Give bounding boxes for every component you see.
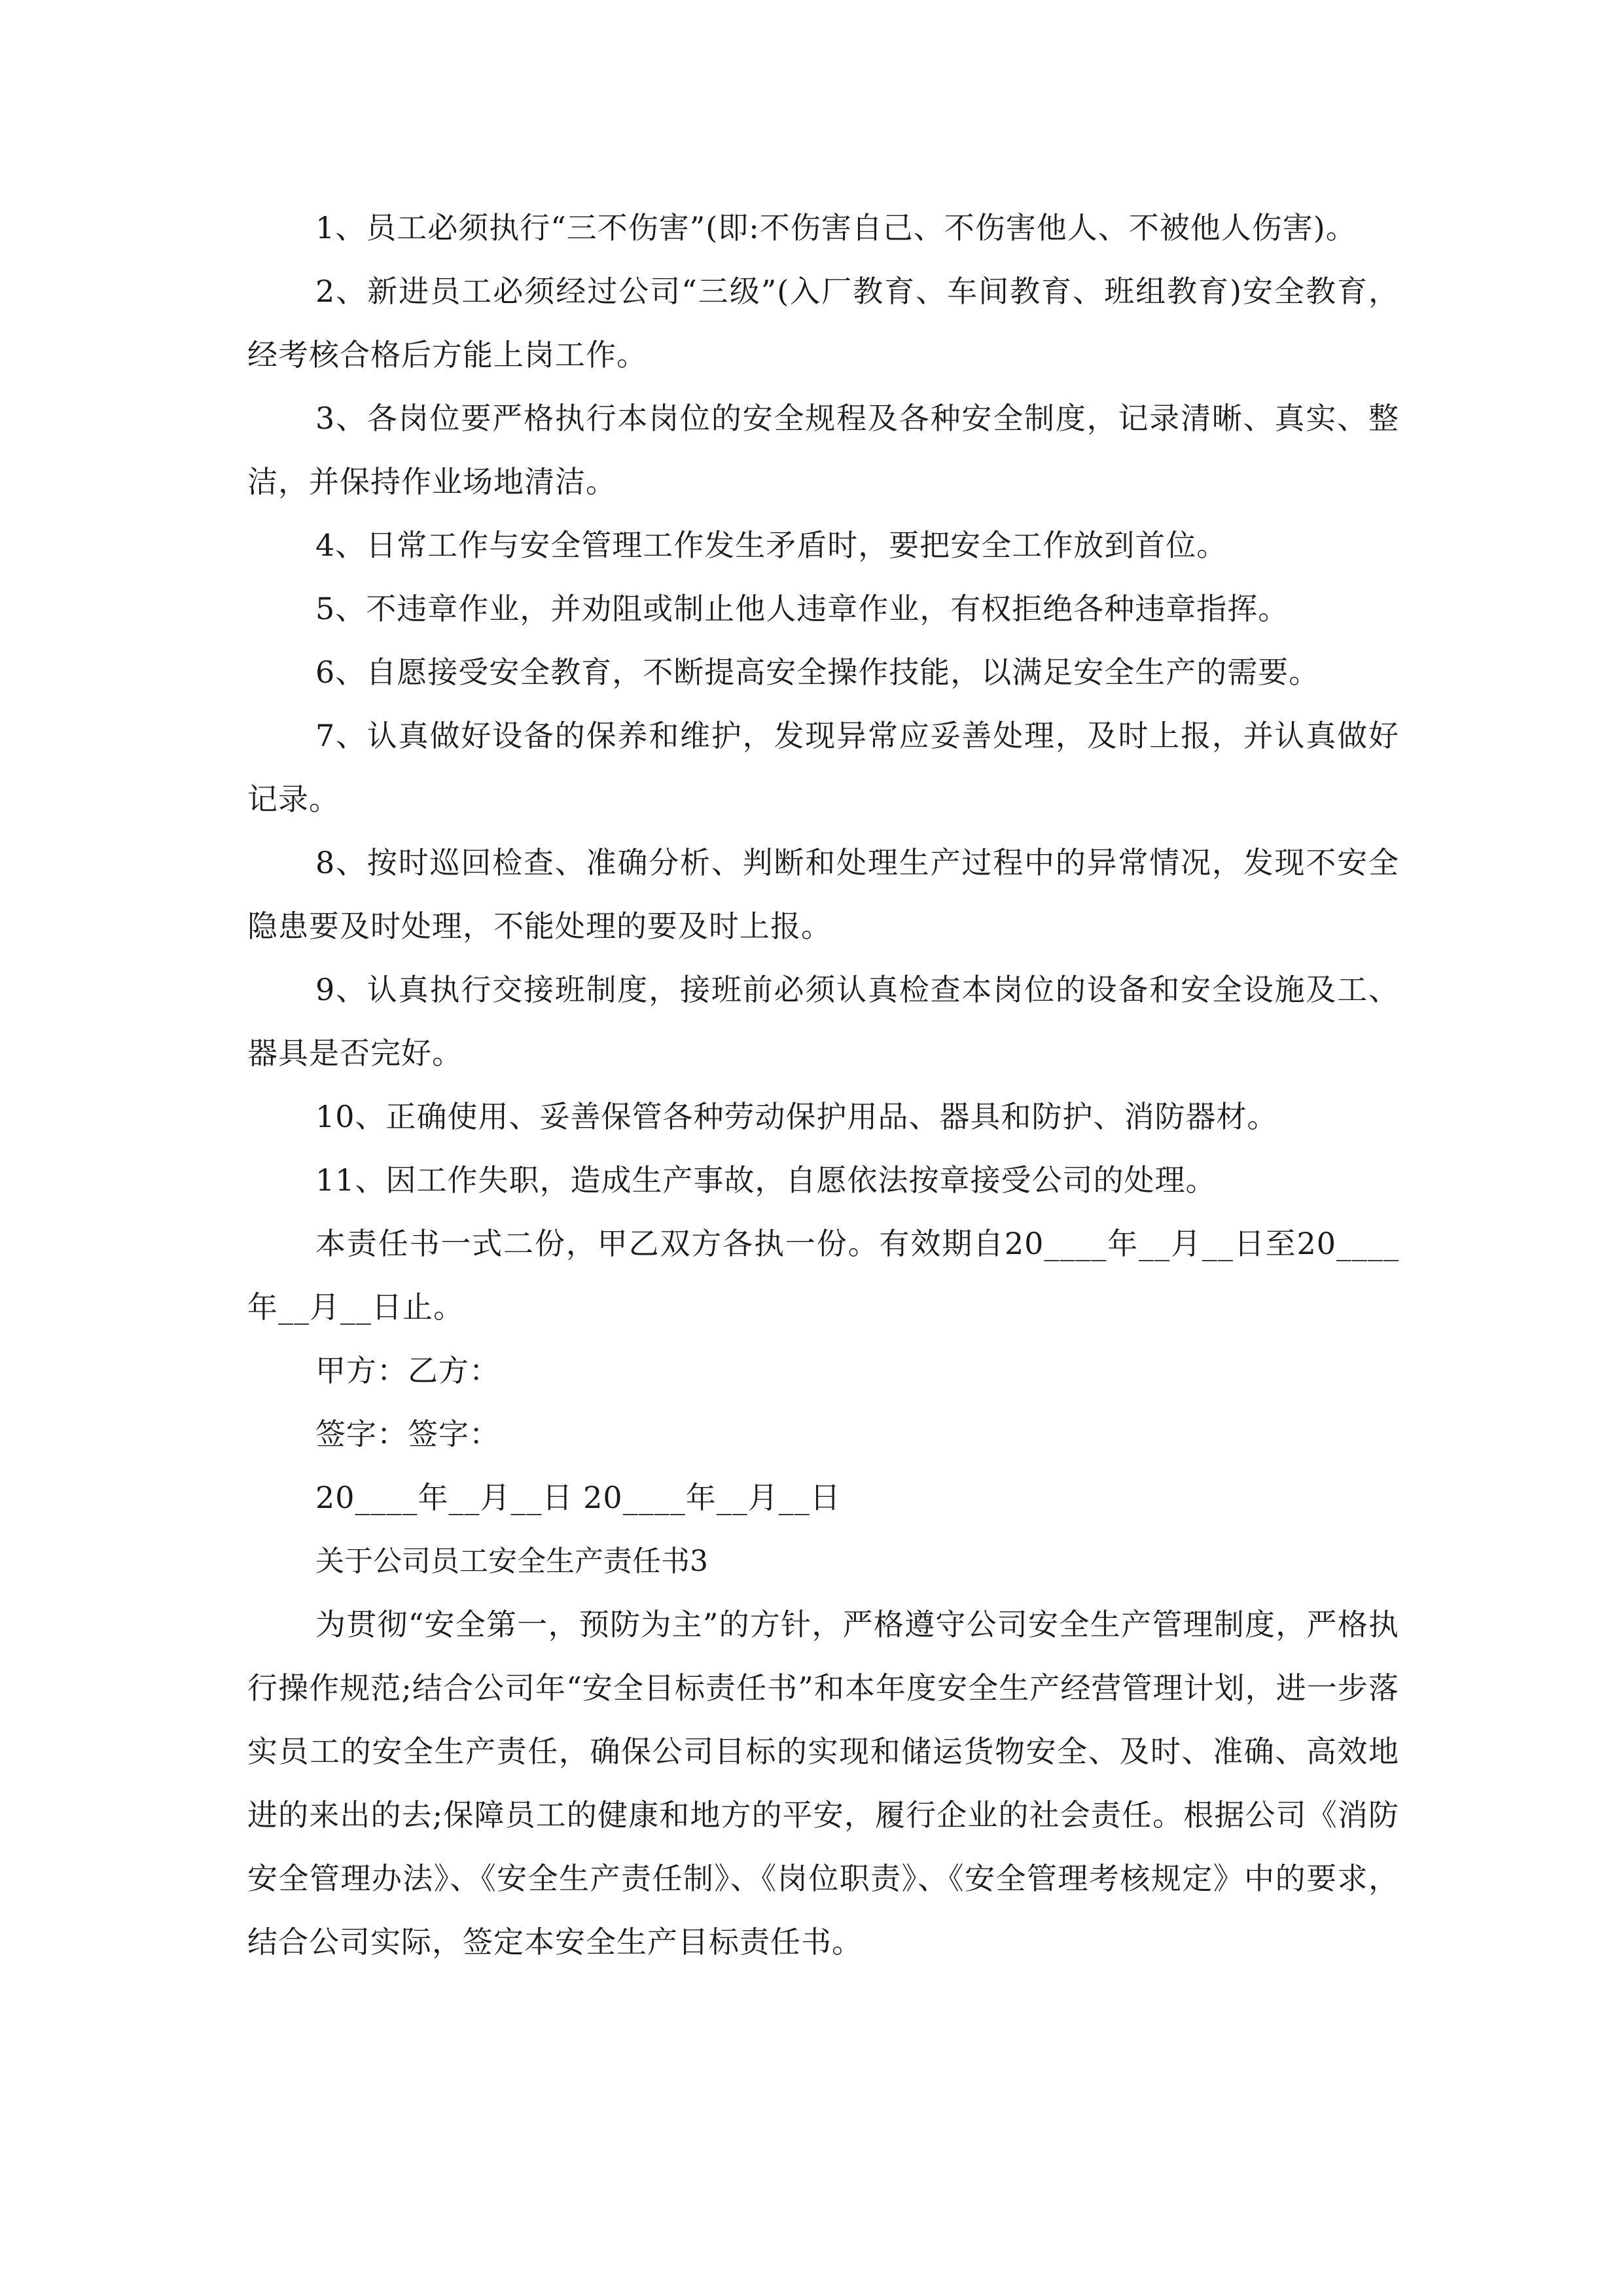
clause-2: 2、新进员工必须经过公司“三级”(入厂教育、车间教育、班组教育)安全教育，经考核合格后方能上岗工作。 bbox=[247, 274, 1399, 372]
clause-4: 4、日常工作与安全管理工作发生矛盾时，要把安全工作放到首位。 bbox=[315, 528, 1228, 563]
clause-6: 6、自愿接受安全教育，不断提高安全操作技能，以满足安全生产的需要。 bbox=[315, 655, 1320, 690]
clause-10: 10、正确使用、妥善保管各种劳动保护用品、器具和防护、消防器材。 bbox=[315, 1099, 1278, 1134]
document-page bbox=[247, 196, 1399, 1974]
parties-line: 甲方：乙方： bbox=[315, 1353, 500, 1388]
clause-1: 1、员工必须执行“三不伤害”(即:不伤害自己、不伤害他人、不被他人伤害)。 bbox=[315, 210, 1357, 245]
intro-paragraph: 为贯彻“安全第一，预防为主”的方针，严格遵守公司安全生产管理制度，严格执行操作规范;结合公司年“安全目标责任书”和本年度安全生产经营管理计划，进一步落实员工的安全生产责任，确保公司目标的实现和储运货物安全、及时、准确、高效地进的来出的去;保障员工的健康和地方的平安，履行企业的社会责任。根据公司《消防安全管理办法》、《安全生产责任制》、《岗位职责》、《安全管理考核规定》中的要求，结合公司实际，签定本安全生产目标责任书。 bbox=[247, 1607, 1399, 1960]
date-line: 20____年__月__日 20____年__月__日 bbox=[315, 1480, 841, 1515]
validity-paragraph: 本责任书一式二份，甲乙双方各执一份。有效期自20____年__月__日至20____年__月__日止。 bbox=[247, 1226, 1399, 1325]
clause-7: 7、认真做好设备的保养和维护，发现异常应妥善处理，及时上报，并认真做好记录。 bbox=[247, 718, 1399, 817]
clause-8: 8、按时巡回检查、准确分析、判断和处理生产过程中的异常情况，发现不安全隐患要及时处理，不能处理的要及时上报。 bbox=[247, 845, 1399, 944]
clause-5: 5、不违章作业，并劝阻或制止他人违章作业，有权拒绝各种违章指挥。 bbox=[315, 591, 1289, 626]
clause-11: 11、因工作失职，造成生产事故，自愿依法按章接受公司的处理。 bbox=[315, 1162, 1217, 1198]
signature-line: 签字：签字： bbox=[315, 1416, 500, 1452]
clause-9: 9、认真执行交接班制度，接班前必须认真检查本岗位的设备和安全设施及工、器具是否完好。 bbox=[247, 972, 1399, 1071]
clause-3: 3、各岗位要严格执行本岗位的安全规程及各种安全制度，记录清晰、真实、整洁，并保持作业场地清洁。 bbox=[247, 401, 1399, 499]
section-title: 关于公司员工安全生产责任书3 bbox=[315, 1545, 708, 1578]
